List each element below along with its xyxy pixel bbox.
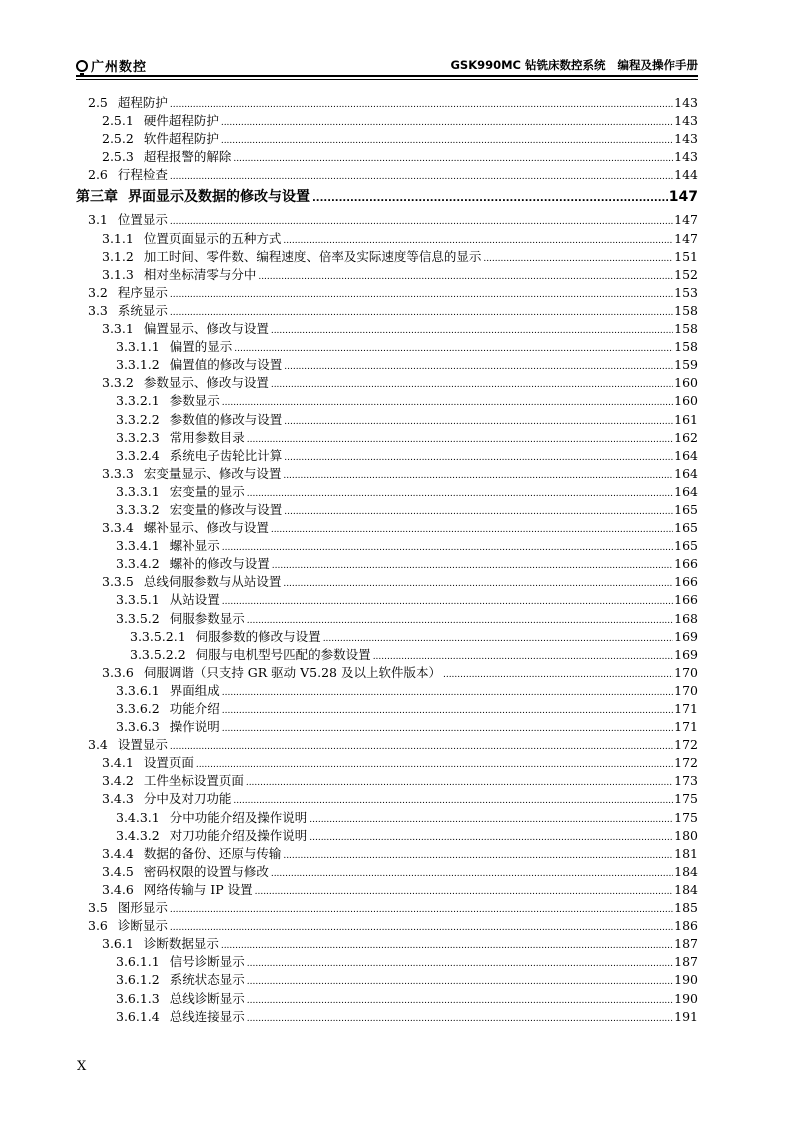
toc-entry-page: 162 [674,429,698,445]
toc-dot-leader [170,284,673,302]
toc-entry-number: 2.5.1 [102,113,134,129]
toc-entry[interactable] [76,519,698,537]
toc-entry[interactable] [76,148,698,166]
toc-entry-number: 3.3.2.2 [116,411,160,427]
toc-dot-leader [284,356,673,374]
toc-dot-leader [170,94,673,112]
toc-entry[interactable] [76,338,698,356]
toc-entry-page: 186 [674,918,698,934]
toc-dot-leader [284,501,673,519]
toc-entry-title: 偏置显示、修改与设置 [143,321,269,337]
toc-entry-title: 常用参数目录 [169,429,245,445]
toc-entry-title: 参数显示 [169,393,220,409]
toc-dot-leader [222,682,673,700]
toc-dot-leader [247,429,673,447]
toc-entry-page: 164 [674,447,698,463]
toc-entry[interactable] [76,130,698,148]
toc-entry-page: 166 [674,592,698,608]
toc-entry-title: 加工时间、零件数、编程速度、倍率及实际速度等信息的显示 [143,248,482,264]
toc-entry-number: 3.3.5.2 [116,610,160,626]
toc-entry-number: 3.4.1 [102,755,134,771]
toc-entry-page: 158 [674,321,698,337]
toc-entry[interactable] [76,809,698,827]
company-name: 广州数控 [91,60,148,75]
toc-entry[interactable] [76,392,698,410]
toc-dot-leader [271,519,673,537]
toc-entry-title: 相对坐标清零与分中 [143,266,257,282]
company-logo [76,56,147,75]
toc-entry-number: 第三章 [76,189,118,206]
toc-entry[interactable] [76,555,698,573]
toc-entry-page: 165 [674,538,698,554]
toc-entry[interactable] [76,230,698,248]
toc-entry[interactable] [76,953,698,971]
table-of-contents [76,94,698,1026]
toc-dot-leader [233,790,673,808]
toc-entry-title: 螺补显示 [169,538,220,554]
toc-entry-page: 144 [674,167,698,183]
toc-entry[interactable] [76,664,698,682]
toc-entry-title: 系统电子齿轮比计算 [169,447,283,463]
toc-entry-number: 3.1 [88,212,108,228]
toc-entry-title: 偏置的显示 [169,339,233,355]
toc-entry-title: 参数值的修改与设置 [169,411,283,427]
toc-entry-number: 3.6.1 [102,936,134,952]
toc-dot-leader [284,411,673,429]
toc-dot-leader [222,591,673,609]
toc-entry-number: 3.3.1.1 [116,339,160,355]
toc-entry-number: 3.4.3.2 [116,827,160,843]
toc-dot-leader [373,646,673,664]
toc-entry-page: 171 [674,719,698,735]
toc-dot-leader [271,863,673,881]
toc-entry-page: 165 [674,501,698,517]
toc-dot-leader [255,881,674,899]
toc-entry-title: 分中功能介绍及操作说明 [169,809,308,825]
toc-entry-page: 143 [674,95,698,110]
toc-entry-number: 3.3.5.2.1 [130,628,186,644]
toc-entry-title: 诊断显示 [117,918,168,934]
toc-dot-leader [222,537,673,555]
toc-entry-page: 151 [674,248,698,264]
toc-entry[interactable] [76,772,698,790]
toc-entry-title: 宏变量的修改与设置 [169,501,283,517]
toc-dot-leader [283,465,673,483]
toc-dot-leader [234,338,673,356]
toc-entry-page: 187 [674,954,698,970]
toc-dot-leader [170,166,673,184]
toc-entry-number: 3.3.6.3 [116,719,160,735]
toc-entry-number: 3.3.4 [102,520,134,536]
toc-entry-title: 程序显示 [117,284,168,300]
toc-entry-page: 169 [674,646,698,662]
toc-entry[interactable] [76,112,698,130]
toc-entry-title: 参数显示、修改与设置 [143,375,269,391]
toc-entry-number: 3.3.6.2 [116,701,160,716]
toc-entry-title: 硬件超程防护 [143,113,219,129]
toc-dot-leader [309,827,673,845]
toc-entry-number: 3.4.3 [102,791,134,807]
toc-entry[interactable] [76,971,698,989]
toc-entry[interactable] [76,411,698,429]
toc-entry-title: 功能介绍 [169,701,220,716]
toc-entry[interactable] [76,1008,698,1026]
toc-dot-leader [170,302,673,320]
toc-entry-page: 147 [668,189,698,206]
toc-entry-page: 147 [674,212,698,228]
toc-entry[interactable] [76,501,698,519]
toc-entry-title: 操作说明 [169,719,220,735]
toc-entry[interactable] [76,573,698,591]
toc-entry-title: 超程报警的解除 [143,149,232,165]
toc-entry-title: 对刀功能介绍及操作说明 [169,827,308,843]
toc-entry-page: 173 [674,773,698,789]
toc-entry[interactable] [76,646,698,664]
toc-entry-number: 3.3.1 [102,321,134,337]
toc-entry[interactable] [76,266,698,284]
toc-entry-page: 158 [674,302,698,318]
page-number: X [77,1059,87,1074]
toc-dot-leader [170,211,673,229]
toc-entry-number: 3.3.2.3 [116,429,160,445]
toc-entry-page: 184 [674,863,698,879]
toc-entry-title: 伺服与电机型号匹配的参数设置 [195,646,371,662]
toc-dot-leader [284,447,673,465]
toc-dot-leader [483,248,673,266]
toc-entry-title: 系统显示 [117,302,168,318]
toc-entry-number: 3.4.3.1 [116,809,160,825]
toc-dot-leader [283,230,673,248]
toc-dot-leader [258,266,673,284]
toc-entry-page: 152 [674,266,698,282]
toc-entry-number: 3.6.1.4 [116,1008,160,1024]
toc-entry-number: 3.1.3 [102,266,134,282]
toc-entry-page: 164 [674,465,698,481]
toc-entry-title: 界面组成 [169,682,220,698]
toc-entry-page: 185 [674,900,698,916]
toc-entry-page: 164 [674,483,698,499]
toc-dot-leader [312,184,668,211]
toc-entry-title: 网络传输与 IP 设置 [143,881,253,897]
toc-entry[interactable] [76,591,698,609]
toc-entry-title: 总线诊断显示 [169,990,245,1006]
toc-entry[interactable] [76,465,698,483]
header-rule [76,75,698,77]
toc-entry-page: 143 [674,131,698,147]
toc-entry-number: 3.3.6 [102,664,134,680]
toc-dot-leader [221,130,673,148]
toc-entry[interactable] [76,899,698,917]
toc-entry[interactable] [76,845,698,863]
toc-entry-page: 170 [674,664,698,680]
toc-entry[interactable] [76,682,698,700]
toc-entry-number: 3.4.4 [102,845,134,861]
toc-entry-page: 172 [674,737,698,753]
toc-dot-leader [309,809,673,827]
toc-entry-page: 172 [674,755,698,771]
toc-entry[interactable] [76,827,698,845]
toc-entry-number: 3.3.5.1 [116,592,160,608]
toc-entry-title: 位置页面显示的五种方式 [143,230,282,246]
toc-entry-page: 160 [674,393,698,409]
manual-name: 编程及操作手册 [617,58,698,72]
toc-entry-number: 3.5 [88,900,108,916]
toc-entry[interactable] [76,881,698,899]
toc-entry-title: 软件超程防护 [143,131,219,147]
toc-entry-number: 3.4.6 [102,881,134,897]
toc-entry[interactable] [76,718,698,736]
toc-dot-leader [221,935,673,953]
toc-entry-number: 3.3.3.2 [116,501,160,517]
toc-entry-title: 螺补的修改与设置 [169,556,270,572]
toc-entry-title: 总线连接显示 [169,1008,245,1024]
toc-entry[interactable] [76,935,698,953]
toc-dot-leader [233,148,673,166]
toc-entry[interactable] [76,610,698,628]
toc-entry-page: 147 [674,230,698,246]
toc-entry-page: 175 [674,791,698,807]
toc-dot-leader [247,953,673,971]
toc-entry[interactable] [76,790,698,808]
toc-entry-title: 伺服调谐（只支持 GR 驱动 V5.28 及以上软件版本） [143,664,441,680]
toc-entry-page: 158 [674,339,698,355]
toc-dot-leader [283,845,673,863]
toc-entry-number: 3.6.1.2 [116,972,160,988]
toc-entry-page: 171 [674,701,698,716]
toc-entry[interactable] [76,356,698,374]
toc-entry-number: 3.1.1 [102,230,134,246]
toc-dot-leader [170,917,673,935]
toc-entry[interactable] [76,447,698,465]
toc-entry-title: 螺补显示、修改与设置 [143,520,269,536]
toc-entry-page: 170 [674,682,698,698]
toc-entry[interactable] [76,917,698,935]
toc-entry-page: 175 [674,809,698,825]
toc-entry-page: 153 [674,284,698,300]
toc-entry-title: 密码权限的设置与修改 [143,863,269,879]
toc-entry[interactable] [76,483,698,501]
toc-entry-page: 143 [674,113,698,129]
product-name: GSK990MC 钻铣床数控系统 [450,58,606,72]
toc-entry-page: 168 [674,610,698,626]
toc-entry[interactable] [76,184,698,211]
toc-entry-title: 工件坐标设置页面 [143,773,244,789]
toc-entry-page: 161 [674,411,698,427]
toc-dot-leader [247,610,673,628]
toc-entry-title: 系统状态显示 [169,972,245,988]
header-rule-thin [76,79,698,80]
toc-entry-page: 190 [674,972,698,988]
toc-entry[interactable] [76,736,698,754]
toc-entry-number: 3.4.5 [102,863,134,879]
toc-entry-number: 3.3.5.2.2 [130,646,186,662]
toc-dot-leader [247,483,673,501]
toc-entry-page: 166 [674,574,698,590]
toc-entry-page: 166 [674,556,698,572]
toc-entry-title: 设置显示 [117,737,168,753]
toc-entry-title: 数据的备份、还原与传输 [143,845,282,861]
toc-entry[interactable] [76,754,698,772]
toc-entry-title: 设置页面 [143,755,194,771]
toc-entry-title: 行程检查 [117,167,168,183]
toc-entry-number: 3.3 [88,302,108,318]
toc-entry-number: 3.3.5 [102,574,134,590]
toc-entry[interactable] [76,302,698,320]
toc-dot-leader [272,555,673,573]
toc-dot-leader [247,1008,673,1026]
toc-dot-leader [222,392,673,410]
toc-entry-number: 2.5.3 [102,149,134,165]
toc-entry-title: 分中及对刀功能 [143,791,232,807]
toc-entry[interactable] [76,863,698,881]
toc-entry-number: 3.3.1.2 [116,357,160,373]
toc-dot-leader [196,754,673,772]
toc-dot-leader [222,700,673,718]
toc-entry-number: 2.6 [88,167,108,183]
toc-dot-leader [247,971,673,989]
toc-entry[interactable] [76,429,698,447]
toc-entry-number: 3.3.3 [102,465,134,481]
toc-entry-page: 143 [674,149,698,165]
toc-entry-number: 3.6 [88,918,108,934]
toc-entry-number: 3.3.4.1 [116,538,160,554]
toc-entry-number: 3.1.2 [102,248,134,264]
toc-entry-number: 3.4 [88,737,108,753]
toc-entry[interactable] [76,284,698,302]
toc-entry-number: 3.3.2.1 [116,393,160,409]
toc-entry-number: 3.6.1.1 [116,954,160,970]
toc-entry-title: 宏变量的显示 [169,483,245,499]
toc-entry-number: 3.3.2.4 [116,447,160,463]
toc-entry-title: 位置显示 [117,212,168,228]
toc-entry-number: 3.3.2 [102,375,134,391]
toc-entry-title: 信号诊断显示 [169,954,245,970]
toc-dot-leader [443,664,673,682]
toc-dot-leader [221,112,673,130]
toc-entry-page: 191 [674,1008,698,1024]
toc-entry-page: 180 [674,827,698,843]
toc-entry-title: 总线伺服参数与从站设置 [143,574,282,590]
toc-entry-title: 图形显示 [117,900,168,916]
toc-entry-page: 181 [674,845,698,861]
toc-dot-leader [323,628,673,646]
toc-entry-number: 3.3.3.1 [116,483,160,499]
toc-entry[interactable] [76,320,698,338]
gsk-logo-icon [76,60,88,72]
toc-entry-title: 宏变量显示、修改与设置 [143,465,282,481]
toc-entry-number: 3.2 [88,284,108,300]
manual-title [450,57,698,73]
toc-entry-number: 3.6.1.3 [116,990,160,1006]
toc-entry-number: 3.3.6.1 [116,682,160,698]
toc-entry[interactable] [76,628,698,646]
toc-dot-leader [170,736,673,754]
toc-dot-leader [170,899,673,917]
toc-entry-page: 187 [674,936,698,952]
toc-dot-leader [271,374,673,392]
toc-entry-number: 2.5.2 [102,131,134,147]
toc-dot-leader [247,990,673,1008]
toc-entry[interactable] [76,374,698,392]
toc-entry[interactable] [76,248,698,266]
toc-entry[interactable] [76,94,698,112]
toc-entry-number: 3.3.4.2 [116,556,160,572]
toc-entry[interactable] [76,537,698,555]
toc-entry-title: 伺服参数的修改与设置 [195,628,321,644]
toc-entry-page: 184 [674,881,698,897]
toc-entry-number: 3.4.2 [102,773,134,789]
toc-entry-page: 160 [674,375,698,391]
toc-entry-page: 159 [674,357,698,373]
toc-entry[interactable] [76,166,698,184]
toc-entry-title: 伺服参数显示 [169,610,245,626]
toc-entry-title: 界面显示及数据的修改与设置 [128,189,310,206]
toc-entry-title: 从站设置 [169,592,220,608]
toc-dot-leader [246,772,673,790]
toc-dot-leader [222,718,673,736]
toc-entry-title: 诊断数据显示 [143,936,219,952]
toc-entry-page: 169 [674,628,698,644]
toc-entry-title: 超程防护 [117,95,168,110]
toc-entry-number: 2.5 [88,95,108,110]
toc-dot-leader [283,573,673,591]
toc-entry-page: 190 [674,990,698,1006]
page-header [76,54,698,76]
toc-entry-title: 偏置值的修改与设置 [169,357,283,373]
toc-entry-page: 165 [674,520,698,536]
toc-dot-leader [271,320,673,338]
toc-entry[interactable] [76,700,698,718]
toc-entry[interactable] [76,990,698,1008]
toc-entry[interactable] [76,211,698,229]
